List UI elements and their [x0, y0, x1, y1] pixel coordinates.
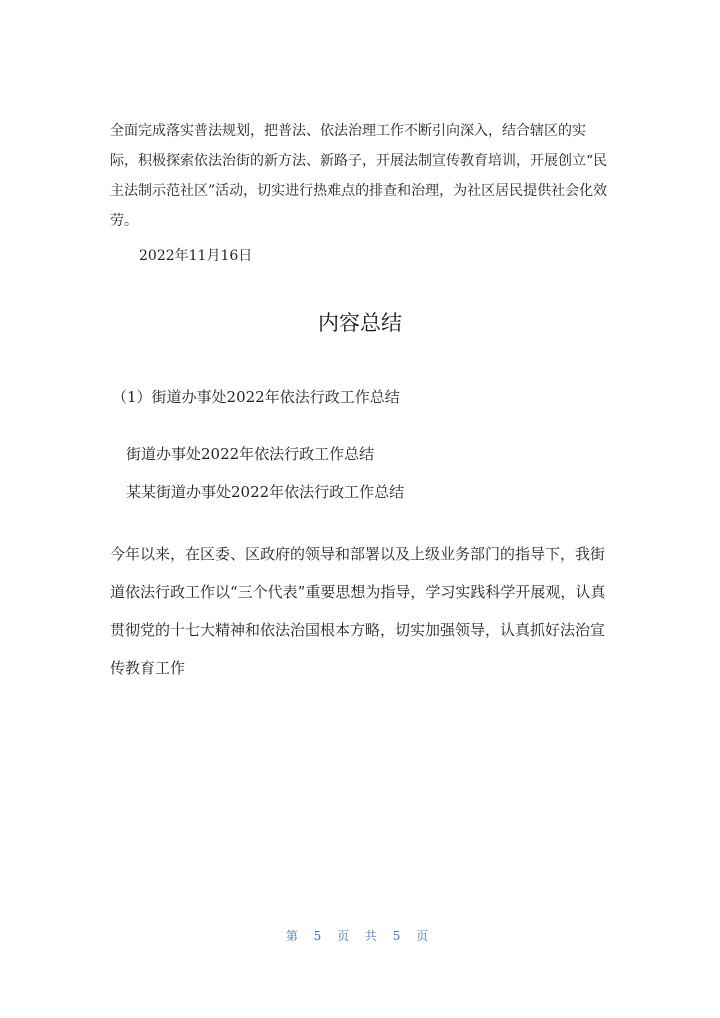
- document-date: 2022年11月16日: [139, 248, 253, 264]
- section-title: 内容总结: [318, 311, 402, 335]
- subtitle-report: 街道办事处2022年依法行政工作总结: [126, 445, 375, 463]
- body-paragraph-2: 今年以来，在区委、区政府的领导和部署以及上级业务部门的指导下，我街道依法行政工作以“三个代表”重要思想为指导，学习实践科学开展观，认真贯彻党的十七大精神和依法治国根本方略，切实加强领导，认真抓好法治宣传教育工作: [110, 545, 606, 677]
- body-paragraph-1: 全面完成落实普法规划，把普法、依法治理工作不断引向深入，结合辖区的实际，积极探索依法治街的新方法、新路子，开展法制宣传教育培训，开展创立“民主法制示范社区”活动，切实进行热难点的排查和治理，为社区居民提供社会化效劳。: [110, 123, 608, 229]
- subtitle-report-full: 某某街道办事处2022年依法行政工作总结: [126, 483, 405, 501]
- page-number-footer: 第 5 页 共 5 页: [285, 929, 435, 943]
- subtitle-numbered: （1）街道办事处2022年依法行政工作总结: [112, 388, 400, 406]
